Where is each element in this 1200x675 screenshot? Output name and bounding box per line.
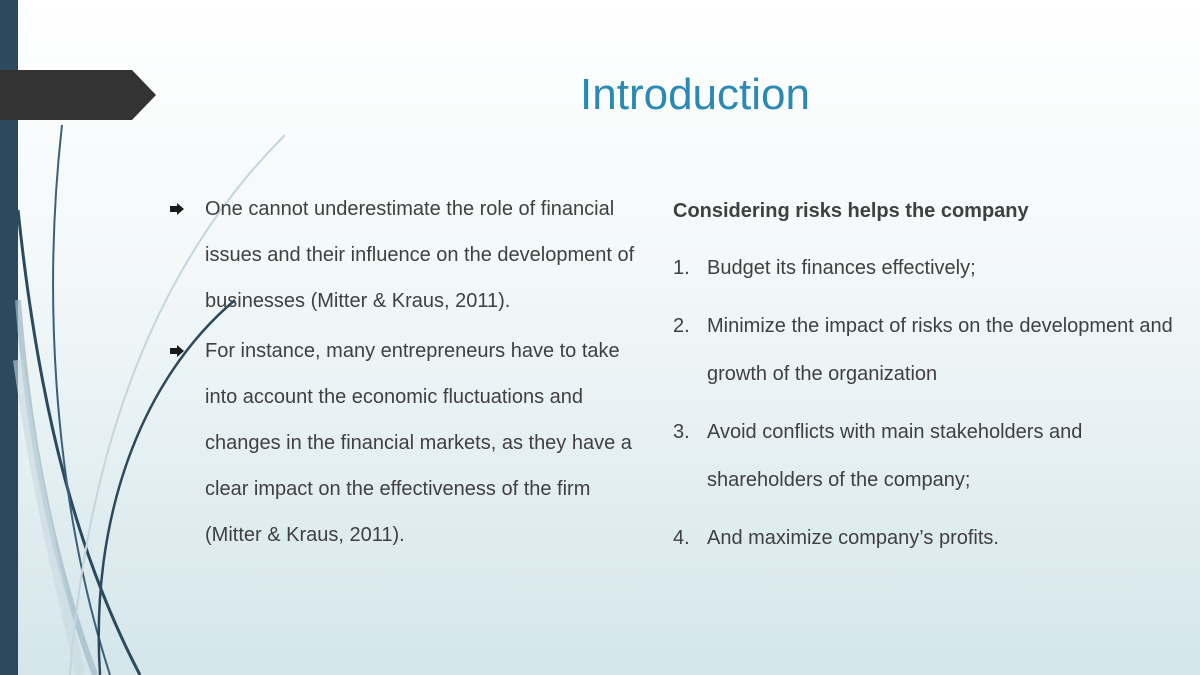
numbered-item (673, 514, 1183, 562)
item-number: 1. (673, 257, 690, 279)
bullet-item (170, 328, 650, 558)
arrow-bullet-icon (170, 345, 184, 357)
right-heading: Considering risks helps the company (673, 200, 1029, 222)
bullet-item (170, 186, 650, 324)
item-number: 2. (673, 315, 690, 337)
arrow-bullet-icon (170, 203, 184, 215)
item-text: Minimize the impact of risks on the development and growth of the organization (707, 315, 1173, 385)
bullet-text: For instance, many entrepreneurs have to take into account the economic fluctuations and changes in the financial markets, as they have a clear impact on the effectiveness of the firm (Mitter & Kraus, 2011). (205, 340, 632, 546)
item-number: 3. (673, 421, 690, 443)
numbered-item (673, 302, 1183, 398)
item-text: Budget its finances effectively; (707, 257, 976, 279)
tab-arrow-shape (0, 70, 156, 120)
item-text: Avoid conflicts with main stakeholders and shareholders of the company; (707, 421, 1083, 491)
right-numbered-section (673, 188, 1183, 572)
item-text: And maximize company’s profits. (707, 527, 999, 549)
item-number: 4. (673, 527, 690, 549)
slide-title: Introduction (580, 70, 810, 119)
numbered-item (673, 244, 1183, 292)
bullet-text: One cannot underestimate the role of financial issues and their influence on the development of businesses (Mitter & Kraus, 2011). (205, 198, 635, 312)
left-bullet-list (170, 186, 650, 562)
numbered-item (673, 408, 1183, 504)
